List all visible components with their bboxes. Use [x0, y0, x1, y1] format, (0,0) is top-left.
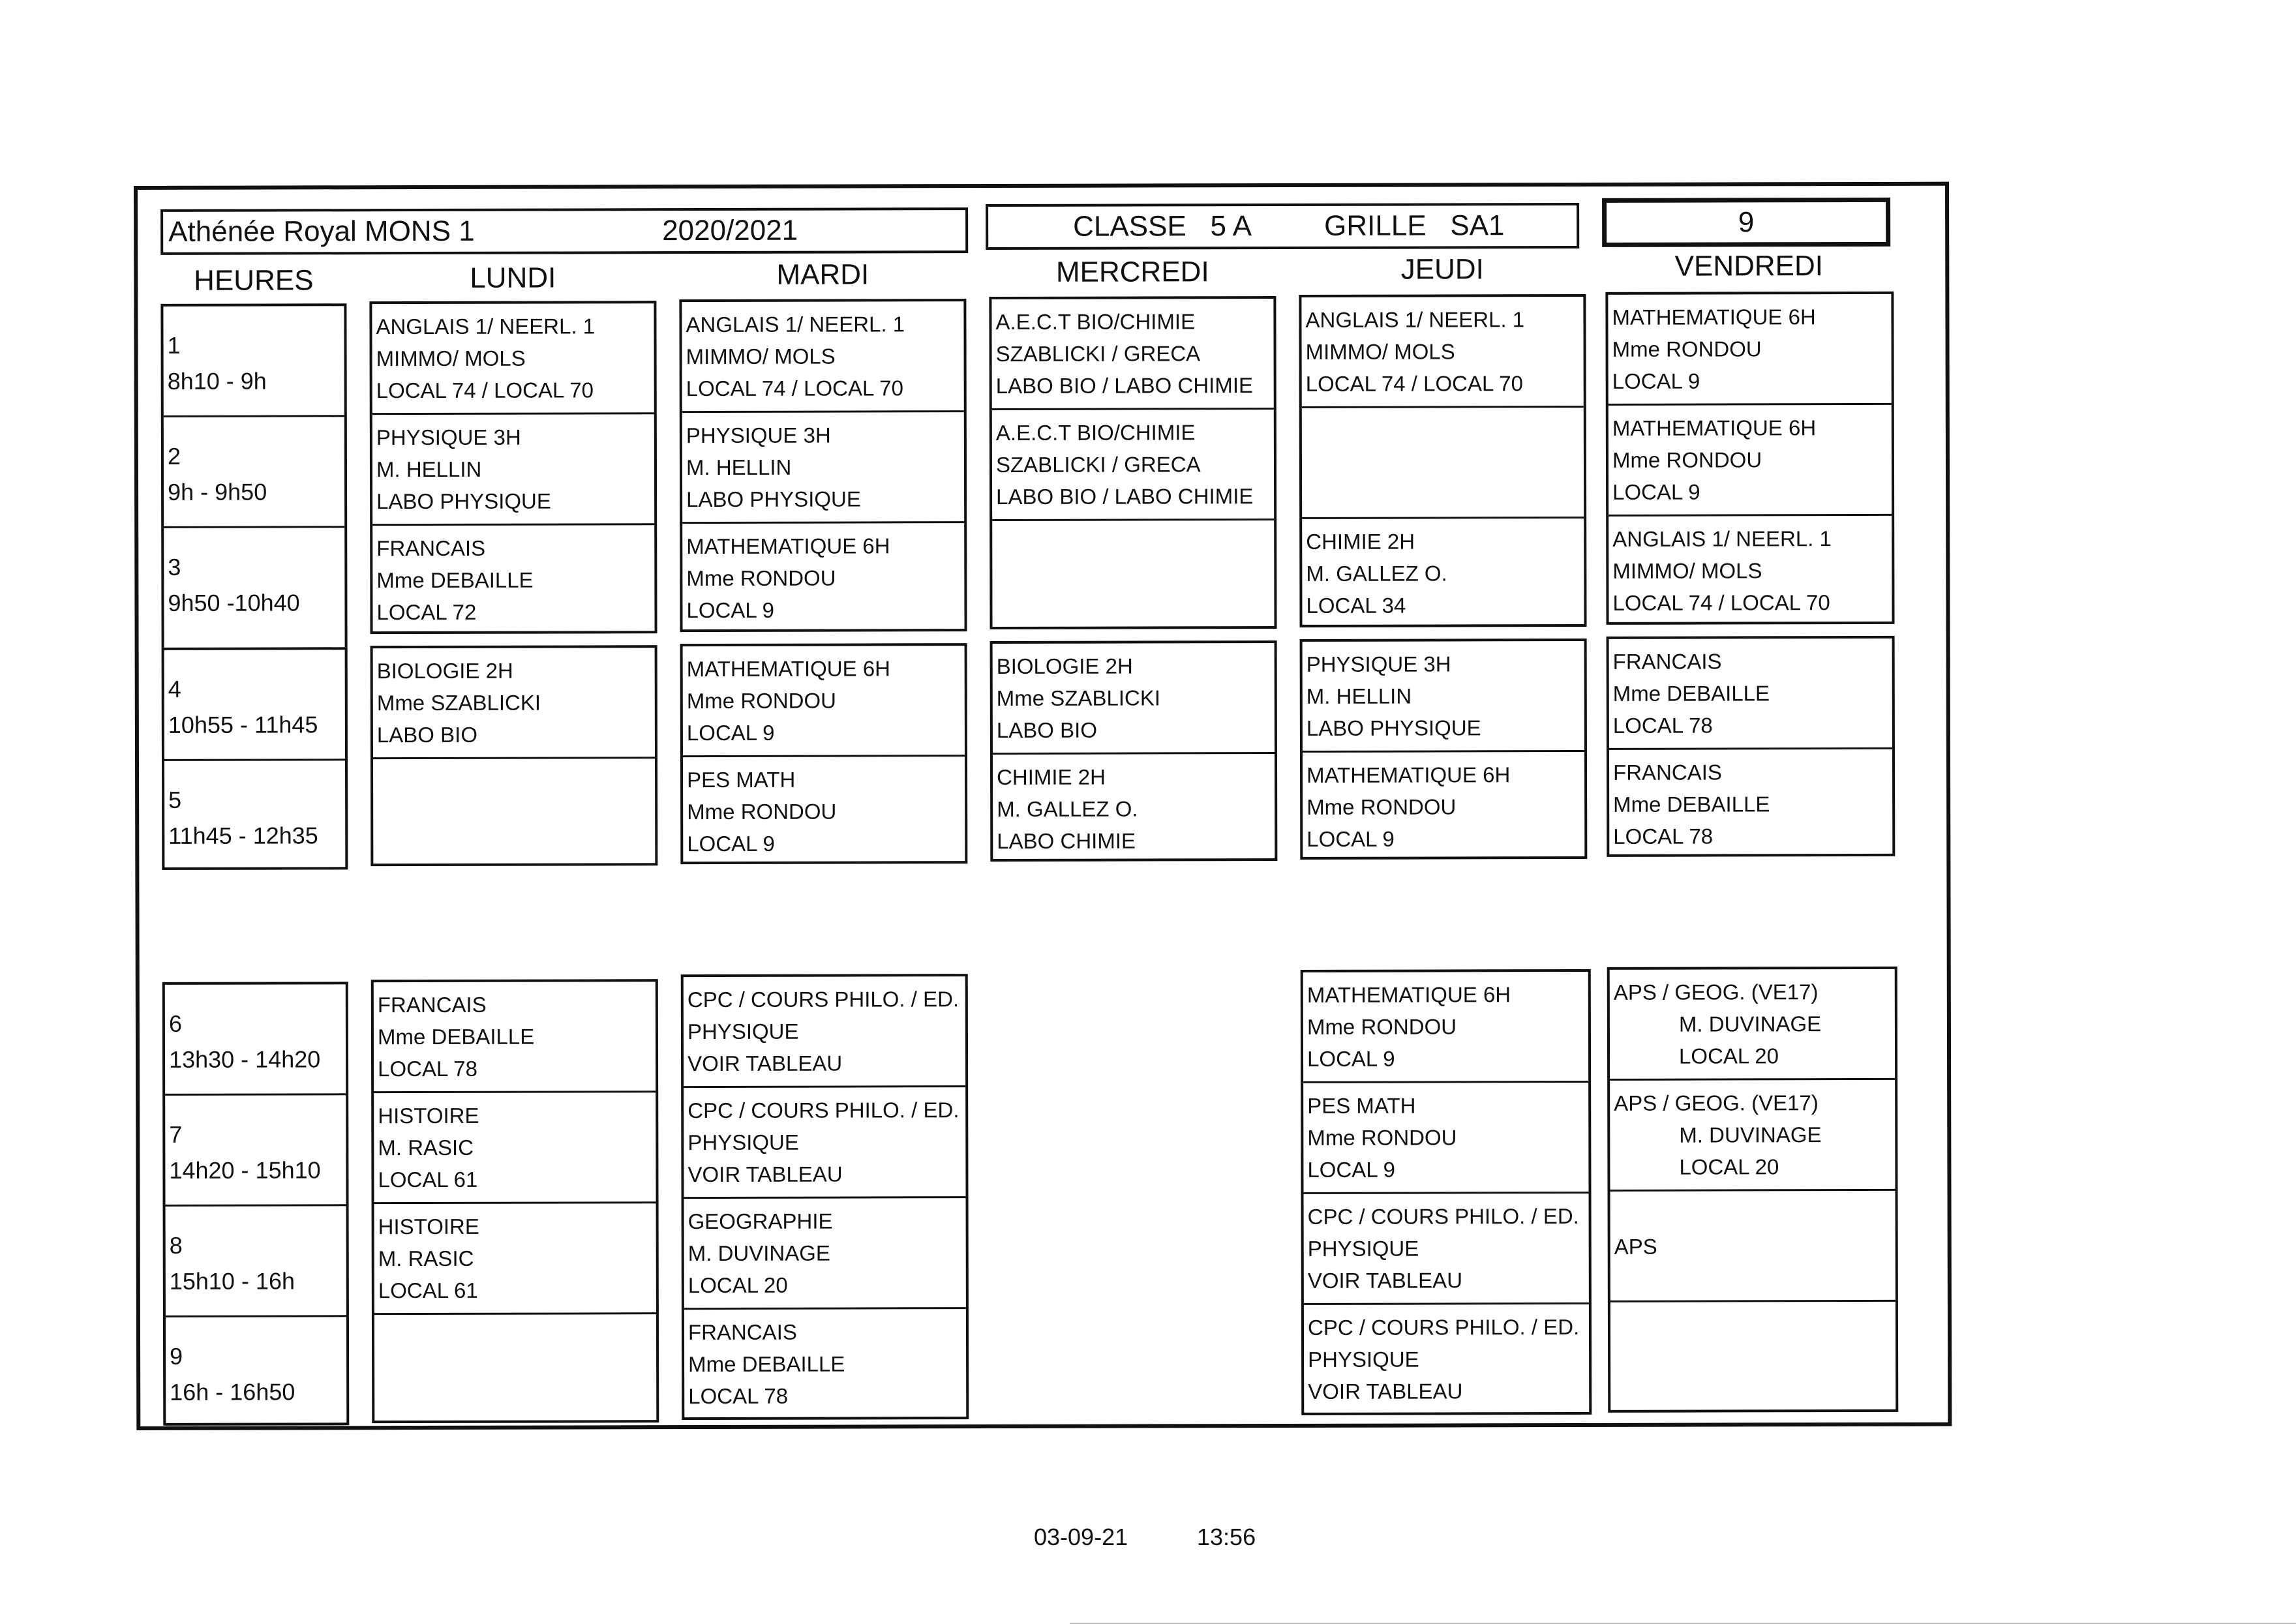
lundi-late-block	[370, 645, 658, 866]
lesson-cell: HISTOIRE M. RASIC LOCAL 61	[374, 1203, 656, 1315]
hours-column-late-morning	[162, 647, 348, 870]
lesson-cell: MATHEMATIQUE 6H Mme RONDOU LOCAL 9	[1609, 405, 1892, 517]
lesson-cell: PES MATH Mme RONDOU LOCAL 9	[687, 767, 837, 856]
hours-column-afternoon	[162, 982, 350, 1426]
lesson-cell: FRANCAIS Mme DEBAILLE LOCAL 72	[376, 535, 534, 625]
lesson-cell: FRANCAIS Mme DEBAILLE LOCAL 78	[1609, 639, 1892, 750]
lesson-cell: FRANCAIS Mme DEBAILLE LOCAL 78	[1613, 760, 1770, 849]
lesson-cell-empty	[992, 520, 1274, 632]
school-header-box	[160, 207, 968, 255]
hour-slot: 6 13h30 - 14h20	[165, 984, 346, 1096]
lesson-cell: PHYSIQUE 3H M. HELLIN LABO PHYSIQUE	[372, 414, 654, 526]
lesson-cell: CPC / COURS PHILO. / ED. PHYSIQUE VOIR TABLEAU	[684, 976, 965, 1088]
lesson-cell: PHYSIQUE 3H M. HELLIN LABO PHYSIQUE	[682, 412, 964, 524]
lesson-cell: PHYSIQUE 3H M. HELLIN LABO PHYSIQUE	[1303, 641, 1584, 753]
lesson-cell: APS / GEOG. (VE17) M. DUVINAGE LOCAL 20	[1610, 969, 1895, 1081]
lesson-cell: CPC / COURS PHILO. / ED. PHYSIQUE VOIR TABLEAU	[1304, 1194, 1589, 1305]
mercredi-morning-block	[989, 296, 1276, 629]
lesson-cell: FRANCAIS Mme DEBAILLE LOCAL 78	[374, 982, 656, 1093]
lesson-cell: MATHEMATIQUE 6H Mme RONDOU LOCAL 9	[1303, 972, 1588, 1083]
lesson-cell: CHIMIE 2H M. GALLEZ O. LABO CHIMIE	[997, 764, 1138, 854]
hour-slot: 8 15h10 - 16h	[166, 1206, 346, 1317]
lundi-morning-block	[369, 301, 657, 634]
school-name: Athénée Royal MONS 1	[168, 215, 475, 248]
lesson-cell: MATHEMATIQUE 6H Mme RONDOU LOCAL 9	[683, 646, 965, 757]
lesson-cell: A.E.C.T BIO/CHIMIE SZABLICKI / GRECA LABO BIO / LABO CHIMIE	[991, 299, 1273, 410]
print-date: 03-09-21	[1034, 1524, 1128, 1550]
lesson-cell: ANGLAIS 1/ NEERL. 1 MIMMO/ MOLS LOCAL 74 / LOCAL 70	[682, 301, 963, 413]
lesson-cell: HISTOIRE M. RASIC LOCAL 61	[374, 1092, 656, 1204]
hour-slot: 3 9h50 -10h40	[168, 553, 300, 616]
lesson-cell: PES MATH Mme RONDOU LOCAL 9	[1303, 1083, 1588, 1194]
school-year: 2020/2021	[662, 214, 798, 247]
lesson-cell: ANGLAIS 1/ NEERL. 1 MIMMO/ MOLS LOCAL 74 / LOCAL 70	[372, 303, 654, 415]
print-time: 13:56	[1197, 1524, 1256, 1550]
hour-slot: 4 10h55 - 11h45	[164, 650, 345, 761]
hour-slot: 2 9h - 9h50	[164, 417, 344, 528]
lesson-cell-empty	[1610, 1302, 1896, 1415]
mardi-late-block	[680, 643, 968, 864]
mardi-morning-block	[679, 299, 967, 632]
lesson-cell: ANGLAIS 1/ NEERL. 1 MIMMO/ MOLS LOCAL 74 / LOCAL 70	[1301, 297, 1583, 408]
lesson-cell: MATHEMATIQUE 6H Mme RONDOU LOCAL 9	[686, 534, 890, 623]
lesson-cell: CHIMIE 2H M. GALLEZ O. LOCAL 34	[1306, 529, 1447, 618]
lesson-cell: ANGLAIS 1/ NEERL. 1 MIMMO/ MOLS LOCAL 74 / LOCAL 70	[1612, 526, 1832, 615]
hour-slot: 1 8h10 - 9h	[163, 306, 344, 417]
lesson-cell: A.E.C.T BIO/CHIMIE SZABLICKI / GRECA LABO BIO / LABO CHIMIE	[992, 410, 1274, 521]
hour-slot: 7 14h20 - 15h10	[165, 1095, 346, 1207]
grid-number: 9	[1738, 205, 1755, 238]
lundi-afternoon-block	[371, 979, 659, 1423]
lesson-cell: APS	[1610, 1191, 1896, 1302]
jeudi-heading: JEUDI	[1400, 253, 1484, 286]
lesson-cell: BIOLOGIE 2H Mme SZABLICKI LABO BIO	[373, 648, 655, 759]
mardi-heading: MARDI	[776, 258, 869, 291]
lesson-cell: MATHEMATIQUE 6H Mme RONDOU LOCAL 9	[1608, 294, 1891, 406]
lesson-cell: CPC / COURS PHILO. / ED. PHYSIQUE VOIR TABLEAU	[1307, 1314, 1580, 1404]
lesson-cell-empty	[1302, 408, 1584, 519]
vendredi-afternoon-block	[1607, 967, 1899, 1413]
vendredi-heading: VENDREDI	[1674, 250, 1824, 282]
jeudi-late-block	[1300, 639, 1588, 860]
vendredi-morning-block	[1605, 292, 1894, 625]
lesson-cell: MATHEMATIQUE 6H Mme RONDOU LOCAL 9	[1307, 762, 1511, 851]
lesson-cell: BIOLOGIE 2H Mme SZABLICKI LABO BIO	[993, 643, 1275, 755]
mardi-afternoon-block	[681, 974, 969, 1420]
lesson-cell-empty	[373, 759, 655, 869]
vendredi-late-block	[1607, 636, 1896, 857]
grille-label: GRILLE SA1	[1324, 209, 1505, 242]
jeudi-morning-block	[1299, 294, 1586, 627]
lesson-cell: FRANCAIS Mme DEBAILLE LOCAL 78	[687, 1319, 845, 1409]
lesson-cell: APS / GEOG. (VE17) M. DUVINAGE LOCAL 20	[1610, 1080, 1895, 1192]
number-box	[1602, 198, 1890, 247]
mercredi-heading: MERCREDI	[1055, 256, 1209, 288]
class-label: CLASSE 5 A	[1073, 210, 1252, 243]
lesson-cell-empty	[374, 1314, 656, 1426]
lesson-cell: CPC / COURS PHILO. / ED. PHYSIQUE VOIR TABLEAU	[684, 1087, 965, 1199]
heures-heading: HEURES	[194, 264, 314, 297]
class-header-box	[986, 203, 1579, 250]
lesson-cell: GEOGRAPHIE M. DUVINAGE LOCAL 20	[684, 1198, 966, 1310]
mercredi-late-block	[990, 640, 1278, 862]
jeudi-afternoon-block	[1301, 969, 1592, 1415]
hour-slot: 5 11h45 - 12h35	[168, 786, 318, 849]
timetable-frame	[134, 182, 1952, 1430]
hour-slot: 9 16h - 16h50	[170, 1342, 295, 1406]
lundi-heading: LUNDI	[470, 262, 556, 294]
